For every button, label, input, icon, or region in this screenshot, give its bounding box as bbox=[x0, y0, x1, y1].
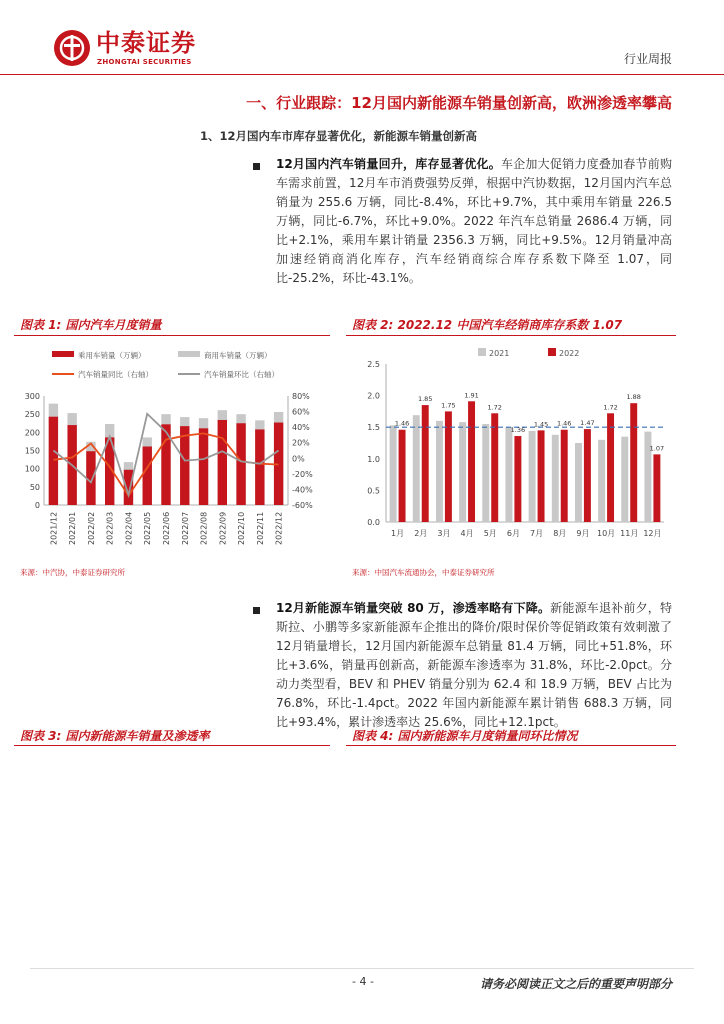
legend-swatch-commercial bbox=[178, 351, 200, 357]
bar-passenger bbox=[86, 451, 95, 505]
bar-2022 bbox=[561, 430, 568, 522]
logo-mark-icon bbox=[54, 30, 90, 66]
y-tick-label-right: -60% bbox=[292, 501, 313, 510]
figure-2-chart bbox=[346, 338, 676, 558]
y-tick-label-left: 150 bbox=[24, 446, 40, 456]
paragraph-2 bbox=[276, 599, 672, 732]
y-tick-label-left: 0 bbox=[34, 501, 40, 510]
x-tick-label: 12月 bbox=[643, 529, 662, 538]
bar-2021 bbox=[413, 415, 420, 522]
figure-1-rule bbox=[14, 335, 330, 336]
figure-3-rule bbox=[14, 745, 330, 746]
y-tick-label-right: -40% bbox=[292, 485, 313, 495]
footer-disclaimer: 请务必阅读正文之后的重要声明部分 bbox=[479, 977, 672, 991]
x-tick-label: 6月 bbox=[506, 529, 520, 538]
x-tick-label: 2022/12 bbox=[274, 511, 284, 545]
legend-swatch-2022 bbox=[548, 348, 556, 356]
data-label: 1.07 bbox=[649, 444, 665, 453]
bar-2022 bbox=[399, 430, 406, 522]
figure-1-chart bbox=[14, 338, 332, 558]
bar-2022 bbox=[445, 411, 452, 522]
bar-2022 bbox=[491, 413, 498, 522]
y-tick-label-right: 60% bbox=[292, 407, 310, 417]
legend-label-yoy: 汽车销量同比（右轴） bbox=[78, 370, 153, 379]
bar-2021 bbox=[529, 431, 536, 522]
bullet-icon bbox=[253, 163, 260, 170]
x-tick-label: 2022/02 bbox=[86, 511, 96, 545]
data-label: 1.75 bbox=[441, 401, 456, 410]
header-divider bbox=[0, 74, 724, 75]
paragraph-1 bbox=[276, 155, 672, 288]
y-tick-label-left: 300 bbox=[24, 392, 40, 401]
x-tick-label: 2022/07 bbox=[180, 511, 190, 545]
x-tick-label: 2022/05 bbox=[143, 511, 153, 545]
figure-3-title: 图表 3: 国内新能源车销量及渗透率 bbox=[20, 729, 210, 743]
x-tick-label: 10月 bbox=[596, 529, 616, 538]
x-tick-label: 7月 bbox=[530, 529, 544, 538]
report-type: 行业周报 bbox=[623, 52, 672, 66]
figure-1-title: 图表 1: 国内汽车月度销量 bbox=[20, 318, 162, 332]
x-tick-label: 1月 bbox=[391, 529, 405, 538]
y-tick-label-right: 20% bbox=[292, 438, 310, 448]
y-tick-label: 1.0 bbox=[367, 454, 380, 464]
x-tick-label: 2022/04 bbox=[124, 511, 134, 545]
bar-2021 bbox=[575, 443, 582, 522]
x-tick-label: 3月 bbox=[437, 529, 451, 538]
data-label: 1.72 bbox=[603, 403, 618, 412]
y-tick-label-right: -20% bbox=[292, 469, 313, 479]
x-tick-label: 9月 bbox=[576, 529, 590, 538]
figure-1-source: 来源：中汽协，中泰证券研究所 bbox=[20, 568, 125, 577]
paragraph-1-body: 车企加大促销力度叠加春节前购车需求前置，12月车市消费强势反弹，根据中汽协数据，12月国内汽车总销量为 255.6 万辆，同比-8.4%，环比+9.7%，其中乘用车销量 226.5 万辆，同比-6.7%，环比+9.0%。2022 年汽车总销量 2686.4 万辆，同比+2.1%，乘用车累计销量 2356.3 万辆，同比+9.5%。12月销量冲高加速经销商消化库存，汽车经销商综合库存系数下降至 1.07，同比-25.2%，环比-43.1%。 bbox=[276, 157, 672, 285]
data-label: 1.88 bbox=[626, 393, 641, 402]
bar-2022 bbox=[630, 403, 637, 522]
bar-2021 bbox=[459, 422, 466, 522]
x-tick-label: 11月 bbox=[620, 529, 639, 538]
logo-text: 中泰证券 bbox=[96, 29, 196, 57]
figure-4-rule bbox=[346, 745, 676, 746]
x-tick-label: 2022/09 bbox=[218, 511, 228, 545]
legend-label-2022: 2022 bbox=[559, 349, 580, 358]
legend-label-passenger: 乘用车销量（万辆） bbox=[78, 351, 146, 360]
footer-divider bbox=[30, 968, 694, 969]
x-tick-label: 2022/11 bbox=[255, 511, 265, 545]
legend-label-mom: 汽车销量环比（右轴） bbox=[204, 370, 279, 379]
y-tick-label-left: 250 bbox=[24, 410, 40, 420]
x-tick-label: 2022/03 bbox=[105, 511, 115, 545]
logo-subtext: ZHONGTAI SECURITIES bbox=[97, 58, 192, 66]
y-tick-label-right: 0% bbox=[292, 454, 305, 464]
legend-swatch-2021 bbox=[478, 348, 486, 356]
bar-passenger bbox=[180, 426, 189, 505]
section-title: 一、行业跟踪：12月国内新能源车销量创新高，欧洲渗透率攀高 bbox=[246, 94, 672, 112]
y-tick-label-left: 200 bbox=[24, 428, 40, 438]
bar-2022 bbox=[538, 430, 545, 522]
bar-2021 bbox=[436, 421, 443, 522]
x-tick-label: 2021/12 bbox=[49, 511, 59, 545]
bar-2021 bbox=[598, 440, 605, 522]
bar-passenger bbox=[255, 429, 264, 505]
y-tick-label: 0.5 bbox=[367, 486, 380, 496]
bar-2022 bbox=[468, 401, 475, 522]
data-label: 1.72 bbox=[487, 403, 502, 412]
bar-passenger bbox=[49, 417, 58, 505]
bar-2022 bbox=[653, 454, 660, 522]
x-tick-label: 4月 bbox=[460, 529, 474, 538]
bar-passenger bbox=[199, 428, 208, 505]
x-tick-label: 2月 bbox=[414, 529, 428, 538]
legend-swatch-passenger bbox=[52, 351, 74, 357]
bar-2021 bbox=[390, 425, 397, 522]
data-label: 1.46 bbox=[394, 419, 410, 428]
y-tick-label-left: 50 bbox=[29, 482, 40, 492]
subsection-title: 1、12月国内车市库存显著优化，新能源车销量创新高 bbox=[200, 129, 478, 143]
data-label: 1.47 bbox=[580, 419, 595, 428]
y-tick-label: 0.0 bbox=[367, 518, 380, 527]
bar-passenger bbox=[143, 447, 152, 505]
y-tick-label-right: 40% bbox=[292, 423, 310, 433]
bar-2021 bbox=[552, 435, 559, 522]
figure-4-title: 图表 4: 国内新能源车月度销量同环比情况 bbox=[352, 729, 578, 743]
bar-passenger bbox=[236, 423, 245, 505]
bar-2021 bbox=[505, 427, 512, 522]
y-tick-label: 2.5 bbox=[367, 360, 380, 369]
y-tick-label-left: 100 bbox=[24, 464, 40, 474]
bar-2022 bbox=[607, 413, 614, 522]
page-number: - 4 - bbox=[352, 975, 374, 988]
bar-2021 bbox=[482, 424, 489, 522]
bar-2022 bbox=[584, 429, 591, 522]
figure-2-rule bbox=[346, 335, 676, 336]
y-tick-label: 2.0 bbox=[367, 391, 380, 401]
figure-2-title: 图表 2: 2022.12 中国汽车经销商库存系数 1.07 bbox=[352, 318, 623, 332]
x-tick-label: 2022/01 bbox=[68, 511, 78, 545]
y-tick-label-right: 80% bbox=[292, 392, 310, 401]
bar-passenger bbox=[218, 420, 227, 505]
data-label: 1.46 bbox=[556, 419, 572, 428]
bullet-icon bbox=[253, 607, 260, 614]
data-label: 1.91 bbox=[464, 391, 479, 400]
bar-2021 bbox=[621, 437, 628, 522]
paragraph-2-lead: 12月新能源车销量突破 80 万，渗透率略有下降。 bbox=[276, 601, 551, 615]
paragraph-2-body: 新能源车退补前夕，特斯拉、小鹏等多家新能源车企推出的降价/限时保价等促销政策有效刺激了12月销量增长，12月国内新能源车总销量 81.4 万辆，同比+51.8%，环比+3.6%，销量再创新高，新能源车渗透率为 31.8%，环比-2.0pct。分动力类型看，BEV 和 PHEV 销量分别为 62.4 和 18.9 万辆，BEV 占比为 76.8%，环比-1.4pct。2022 年国内新能源车累计销售 688.3 万辆，同比+93.4%，累计渗透率达 25.6%，同比+12.1pct。 bbox=[276, 601, 672, 729]
bar-2022 bbox=[422, 405, 429, 522]
data-label: 1.45 bbox=[533, 420, 549, 429]
data-label: 1.36 bbox=[510, 426, 526, 435]
legend-label-commercial: 商用车销量（万辆） bbox=[204, 351, 272, 360]
data-label: 1.85 bbox=[417, 395, 433, 404]
x-tick-label: 8月 bbox=[553, 529, 567, 538]
x-tick-label: 2022/08 bbox=[199, 511, 209, 545]
x-tick-label: 2022/10 bbox=[237, 511, 247, 545]
figure-2-source: 来源：中国汽车流通协会，中泰证券研究所 bbox=[352, 568, 495, 577]
legend-label-2021: 2021 bbox=[489, 349, 510, 358]
bar-2022 bbox=[514, 436, 521, 522]
x-tick-label: 2022/06 bbox=[162, 511, 171, 545]
x-tick-label: 5月 bbox=[483, 529, 497, 538]
paragraph-1-lead: 12月国内汽车销量回升，库存显著优化。 bbox=[276, 157, 501, 171]
y-tick-label: 1.5 bbox=[367, 423, 380, 433]
